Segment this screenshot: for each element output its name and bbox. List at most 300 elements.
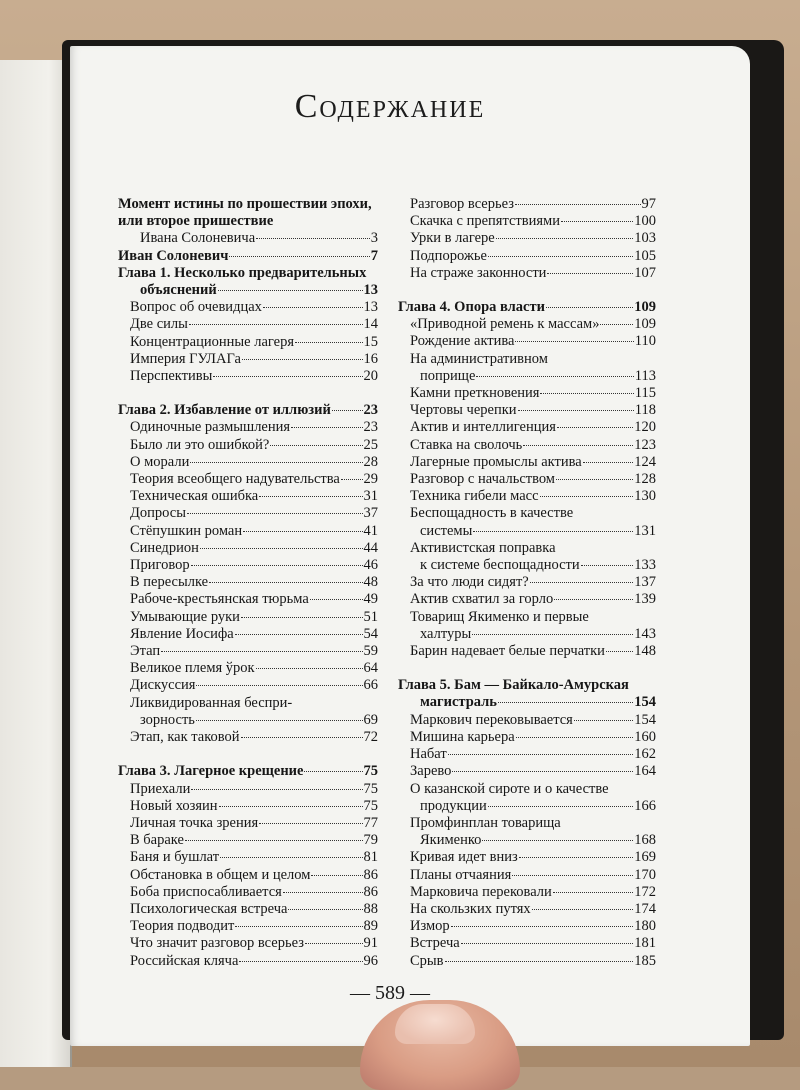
toc-entry bbox=[398, 763, 656, 780]
dot-leader bbox=[476, 375, 633, 377]
toc-entry-title: системы bbox=[420, 522, 473, 539]
dot-leader bbox=[574, 719, 633, 721]
toc-entry-page: 48 bbox=[363, 574, 378, 591]
toc-entry bbox=[118, 918, 378, 935]
toc-entry-title: Подпорожье bbox=[410, 247, 487, 264]
toc-entry-page: 29 bbox=[363, 471, 378, 488]
toc-entry bbox=[398, 781, 656, 798]
dot-leader bbox=[496, 237, 634, 239]
dot-leader bbox=[472, 633, 633, 635]
toc-right-column bbox=[398, 196, 656, 970]
toc-entry-title: Одиночные размышления bbox=[130, 419, 291, 436]
toc-entry-page: 59 bbox=[363, 643, 378, 660]
dot-leader bbox=[304, 770, 362, 772]
toc-entry bbox=[118, 248, 378, 265]
toc-entry-title: Планы отчаяния bbox=[410, 866, 512, 883]
dot-leader bbox=[259, 822, 362, 824]
toc-entry-title: Товарищ Якименко и первые bbox=[410, 608, 589, 625]
toc-entry bbox=[398, 196, 656, 213]
dot-leader bbox=[482, 839, 633, 841]
toc-entry-page: 37 bbox=[363, 505, 378, 522]
toc-entry bbox=[398, 248, 656, 265]
dot-leader bbox=[451, 925, 634, 927]
toc-entry-title: Глава 2. Избавление от иллюзий bbox=[118, 402, 331, 419]
dot-leader bbox=[519, 856, 634, 858]
toc-entry-page: 66 bbox=[363, 677, 378, 694]
toc-entry-page: 31 bbox=[363, 488, 378, 505]
toc-entry-page: 88 bbox=[363, 900, 378, 917]
toc-entry-title: Лагерные промыслы актива bbox=[410, 453, 582, 470]
toc-entry bbox=[118, 334, 378, 351]
toc-entry bbox=[398, 316, 656, 333]
dot-leader bbox=[488, 255, 633, 257]
toc-entry-title: За что люди сидят? bbox=[410, 574, 529, 591]
toc-entry-page: 77 bbox=[363, 814, 378, 831]
toc-entry-title: Этап bbox=[130, 643, 161, 660]
toc-entry-page: 25 bbox=[363, 436, 378, 453]
toc-entry-page: 16 bbox=[363, 350, 378, 367]
toc-entry bbox=[118, 626, 378, 643]
toc-entry-title: зорность bbox=[140, 711, 195, 728]
toc-entry-title: Ивана Солоневича bbox=[140, 230, 256, 247]
toc-entry-title: Глава 1. Несколько предварительных bbox=[118, 264, 367, 281]
section-gap bbox=[118, 746, 378, 763]
dot-leader bbox=[259, 495, 362, 497]
toc-entry bbox=[118, 265, 378, 282]
toc-entry-title: поприще bbox=[420, 367, 476, 384]
toc-entry-page: 110 bbox=[634, 333, 656, 350]
toc-entry bbox=[118, 437, 378, 454]
toc-entry-page: 168 bbox=[634, 832, 656, 849]
toc-entry-title: Ликвидированная беспри- bbox=[130, 694, 293, 711]
toc-entry bbox=[398, 230, 656, 247]
toc-entry-page: 169 bbox=[634, 849, 656, 866]
toc-entry-page: 13 bbox=[363, 299, 378, 316]
dot-leader bbox=[235, 633, 363, 635]
toc-entry-title: Зарево bbox=[410, 763, 452, 780]
dot-leader bbox=[606, 650, 633, 652]
toc-entry-title: продукции bbox=[420, 797, 487, 814]
toc-entry-page: 166 bbox=[634, 797, 656, 814]
toc-entry-title: В пересылке bbox=[130, 574, 209, 591]
toc-entry-title: Было ли это ошибкой? bbox=[130, 436, 270, 453]
toc-entry bbox=[398, 884, 656, 901]
toc-entry-title: Приговор bbox=[130, 557, 190, 574]
toc-entry-page: 137 bbox=[634, 574, 656, 591]
toc-entry-page: 75 bbox=[363, 797, 378, 814]
toc-entry-page: 23 bbox=[363, 419, 378, 436]
dot-leader bbox=[213, 375, 362, 377]
toc-entry bbox=[118, 471, 378, 488]
dot-leader bbox=[263, 306, 363, 308]
dot-leader bbox=[190, 461, 362, 463]
toc-entry-page: 107 bbox=[634, 264, 656, 281]
toc-entry-title: Кривая идет вниз bbox=[410, 849, 518, 866]
toc-entry-page: 86 bbox=[363, 866, 378, 883]
toc-entry bbox=[398, 953, 656, 970]
toc-entry-page: 120 bbox=[634, 419, 656, 436]
dot-leader bbox=[200, 547, 363, 549]
toc-entry bbox=[118, 316, 378, 333]
toc-entry bbox=[118, 591, 378, 608]
toc-entry bbox=[118, 643, 378, 660]
toc-entry-title: Встреча bbox=[410, 935, 460, 952]
toc-entry bbox=[398, 265, 656, 282]
dot-leader bbox=[189, 323, 363, 325]
toc-entry-title: Теория всеобщего надувательства bbox=[130, 471, 340, 488]
dot-leader bbox=[185, 839, 363, 841]
toc-entry bbox=[118, 609, 378, 626]
toc-entry bbox=[118, 953, 378, 970]
toc-entry-page: 96 bbox=[363, 952, 378, 969]
dot-leader bbox=[288, 908, 362, 910]
toc-entry bbox=[398, 867, 656, 884]
toc-entry-title: Российская кляча bbox=[130, 952, 239, 969]
toc-heading-line: или второе пришествие bbox=[118, 213, 274, 230]
toc-entry bbox=[118, 505, 378, 522]
dot-leader bbox=[239, 960, 362, 962]
toc-entry bbox=[118, 712, 378, 729]
page-number: — 589 — bbox=[350, 982, 430, 1004]
dot-leader bbox=[187, 512, 363, 514]
toc-entry-title: Баня и бушлат bbox=[130, 849, 220, 866]
toc-entry bbox=[118, 282, 378, 299]
dot-leader bbox=[191, 788, 362, 790]
toc-entry-page: 20 bbox=[363, 368, 378, 385]
toc-entry bbox=[398, 712, 656, 729]
toc-entry-title: На административном bbox=[410, 350, 548, 367]
toc-entry-title: Что значит разговор всерьез bbox=[130, 935, 304, 952]
toc-entry bbox=[118, 798, 378, 815]
toc-entry-title: Великое племя ўрок bbox=[130, 660, 255, 677]
toc-entry-title: Техническая ошибка bbox=[130, 488, 259, 505]
dot-leader bbox=[242, 358, 363, 360]
toc-entry-title: Новый хозяин bbox=[130, 797, 218, 814]
toc-entry-title: Камни преткновения bbox=[410, 385, 540, 402]
toc-entry-title: Техника гибели масс bbox=[410, 488, 539, 505]
section-gap bbox=[118, 385, 378, 402]
dot-leader bbox=[523, 444, 633, 446]
toc-entry-page: 160 bbox=[634, 728, 656, 745]
dot-leader bbox=[220, 856, 362, 858]
dot-leader bbox=[209, 581, 362, 583]
dot-leader bbox=[518, 409, 634, 411]
toc-entry-title: На страже законности bbox=[410, 264, 547, 281]
toc-entry bbox=[398, 729, 656, 746]
toc-entry-title: к системе беспощадности bbox=[420, 557, 580, 574]
dot-leader bbox=[191, 564, 363, 566]
toc-entry-page: 79 bbox=[363, 832, 378, 849]
toc-entry-title: Вопрос об очевидцах bbox=[130, 299, 262, 316]
toc-entry-page: 154 bbox=[634, 711, 656, 728]
toc-entry-title: Беспощадность в качестве bbox=[410, 505, 574, 522]
dot-leader bbox=[583, 461, 634, 463]
toc-entry-page: 109 bbox=[634, 299, 656, 316]
toc-entry bbox=[118, 781, 378, 798]
toc-entry-page: 23 bbox=[363, 402, 378, 419]
toc-entry-page: 97 bbox=[641, 196, 656, 212]
dot-leader bbox=[332, 409, 363, 411]
toc-entry-title: магистраль bbox=[420, 694, 497, 711]
dot-leader bbox=[218, 289, 363, 291]
toc-entry bbox=[118, 763, 378, 780]
toc-entry-page: 64 bbox=[363, 660, 378, 677]
toc-entry-title: «Приводной ремень к массам» bbox=[410, 316, 600, 333]
toc-entry-page: 148 bbox=[634, 643, 656, 660]
toc-entry bbox=[118, 402, 378, 419]
toc-entry-title: Боба приспосабливается bbox=[130, 883, 282, 900]
toc-entry-title: Допросы bbox=[130, 505, 186, 522]
toc-entry-page: 143 bbox=[634, 625, 656, 642]
toc-entry-page: 128 bbox=[634, 471, 656, 488]
dot-leader bbox=[270, 444, 362, 446]
dot-leader bbox=[461, 942, 634, 944]
toc-entry bbox=[118, 935, 378, 952]
toc-entry-page: 170 bbox=[634, 866, 656, 883]
toc-entry-title: Скачка с препятствиями bbox=[410, 213, 560, 230]
toc-entry-title: объяснений bbox=[140, 282, 217, 299]
toc-entry-page: 72 bbox=[363, 729, 378, 746]
toc-entry bbox=[398, 901, 656, 918]
toc-entry-page: 54 bbox=[363, 625, 378, 642]
toc-entry-title: Чертовы черепки bbox=[410, 402, 517, 419]
toc-entry-title: Урки в лагере bbox=[410, 230, 495, 247]
toc-entry-title: Барин надевает белые перчатки bbox=[410, 643, 605, 660]
toc-entry bbox=[398, 557, 656, 574]
toc-entry bbox=[398, 643, 656, 660]
toc-entry bbox=[398, 454, 656, 471]
toc-entry-page: 124 bbox=[634, 453, 656, 470]
toc-entry-title: Ставка на сволочь bbox=[410, 436, 523, 453]
toc-entry-title: В бараке bbox=[130, 832, 184, 849]
toc-entry-title: Стёпушкин роман bbox=[130, 522, 243, 539]
toc-entry-page: 51 bbox=[363, 608, 378, 625]
toc-entry-page: 28 bbox=[363, 453, 378, 470]
toc-entry bbox=[398, 402, 656, 419]
toc-entry bbox=[398, 419, 656, 436]
toc-entry-page: 46 bbox=[363, 557, 378, 574]
toc-left-column bbox=[118, 196, 378, 970]
dot-leader bbox=[219, 805, 363, 807]
toc-entry-title: Мишина карьера bbox=[410, 728, 515, 745]
toc-entry-page: 13 bbox=[363, 282, 378, 299]
toc-entry-title: Измор bbox=[410, 918, 450, 935]
dot-leader bbox=[561, 220, 633, 222]
toc-entry bbox=[398, 918, 656, 935]
toc-entry bbox=[398, 437, 656, 454]
dot-leader bbox=[515, 203, 641, 205]
toc-entry-page: 44 bbox=[363, 539, 378, 556]
toc-entry bbox=[398, 694, 656, 711]
toc-entry-title: Марковича перековали bbox=[410, 883, 552, 900]
toc-entry bbox=[398, 213, 656, 230]
toc-entry bbox=[398, 385, 656, 402]
toc-entry bbox=[118, 368, 378, 385]
dot-leader bbox=[243, 530, 362, 532]
toc-entry bbox=[118, 454, 378, 471]
toc-entry-page: 14 bbox=[363, 316, 378, 333]
dot-leader bbox=[540, 495, 634, 497]
toc-entry-page: 133 bbox=[634, 557, 656, 574]
toc-entry-page: 174 bbox=[634, 900, 656, 917]
toc-entry-title: Якименко bbox=[420, 832, 482, 849]
toc-entry bbox=[118, 815, 378, 832]
toc-entry-page: 3 bbox=[370, 230, 378, 247]
toc-entry-page: 49 bbox=[363, 591, 378, 608]
toc-entry-title: халтуры bbox=[420, 625, 472, 642]
toc-entry-page: 115 bbox=[634, 385, 656, 402]
toc-entry-title: Иван Солоневич bbox=[118, 247, 229, 264]
dot-leader bbox=[547, 272, 633, 274]
toc-entry-title: Рождение актива bbox=[410, 333, 515, 350]
toc-entry-page: 89 bbox=[363, 918, 378, 935]
dot-leader bbox=[556, 478, 633, 480]
toc-entry-page: 139 bbox=[634, 591, 656, 608]
toc-entry-page: 91 bbox=[363, 935, 378, 952]
toc-entry bbox=[118, 230, 378, 247]
toc-entry bbox=[118, 523, 378, 540]
toc-entry bbox=[398, 677, 656, 694]
toc-entry-page: 185 bbox=[634, 952, 656, 969]
toc-entry bbox=[398, 299, 656, 316]
toc-entry-title: Личная точка зрения bbox=[130, 814, 259, 831]
toc-entry-title: Концентрационные лагеря bbox=[130, 333, 294, 350]
section-gap bbox=[398, 660, 656, 677]
dot-leader bbox=[256, 667, 363, 669]
toc-entry-page: 105 bbox=[634, 247, 656, 264]
dot-leader bbox=[448, 753, 634, 755]
toc-entry-title: Приехали bbox=[130, 780, 191, 797]
toc-entry-title: Обстановка в общем и целом bbox=[130, 866, 311, 883]
toc-entry bbox=[398, 746, 656, 763]
toc-entry bbox=[398, 591, 656, 608]
toc-entry bbox=[118, 351, 378, 368]
fingernail bbox=[395, 1004, 475, 1044]
toc-entry bbox=[118, 832, 378, 849]
toc-entry bbox=[398, 523, 656, 540]
toc-entry-page: 100 bbox=[634, 213, 656, 230]
toc-entry bbox=[398, 626, 656, 643]
toc-entry bbox=[398, 815, 656, 832]
toc-entry-page: 41 bbox=[363, 522, 378, 539]
toc-entry bbox=[118, 660, 378, 677]
dot-leader bbox=[196, 719, 363, 721]
toc-entry-title: Глава 5. Бам — Байкало-Амурская bbox=[398, 677, 629, 694]
toc-entry-title: Явление Иосифа bbox=[130, 625, 234, 642]
toc-entry-page: 118 bbox=[634, 402, 656, 419]
dot-leader bbox=[196, 684, 362, 686]
dot-leader bbox=[241, 616, 363, 618]
toc-entry-page: 113 bbox=[634, 367, 656, 384]
dot-leader bbox=[530, 581, 634, 583]
toc-entry-title: Актив схватил за горло bbox=[410, 591, 554, 608]
toc-entry-title: Маркович перековывается bbox=[410, 711, 573, 728]
dot-leader bbox=[310, 598, 363, 600]
dot-leader bbox=[161, 650, 362, 652]
toc-entry-title: Теория подводит bbox=[130, 918, 235, 935]
dot-leader bbox=[515, 340, 633, 342]
toc-entry bbox=[118, 901, 378, 918]
toc-entry-page: 164 bbox=[634, 763, 656, 780]
toc-entry bbox=[118, 419, 378, 436]
toc-entry bbox=[118, 557, 378, 574]
toc-entry bbox=[398, 351, 656, 368]
dot-leader bbox=[546, 306, 633, 308]
toc-entry-title: Глава 3. Лагерное крещение bbox=[118, 763, 304, 780]
dot-leader bbox=[516, 736, 634, 738]
page-title: Содержание bbox=[294, 88, 486, 125]
toc-entry bbox=[118, 488, 378, 505]
dot-leader bbox=[452, 770, 633, 772]
toc-entry bbox=[398, 574, 656, 591]
toc-entry-title: Набат bbox=[410, 746, 447, 763]
toc-entry bbox=[118, 867, 378, 884]
toc-entry-title: Психологическая встреча bbox=[130, 900, 288, 917]
dot-leader bbox=[283, 891, 363, 893]
toc-entry-page: 86 bbox=[363, 883, 378, 900]
toc-entry-page: 123 bbox=[634, 436, 656, 453]
toc-entry-title: О казанской сироте и о качестве bbox=[410, 780, 609, 797]
toc-entry bbox=[398, 368, 656, 385]
toc-entry-title: Этап, как таковой bbox=[130, 729, 240, 746]
dot-leader bbox=[291, 426, 362, 428]
dot-leader bbox=[295, 341, 363, 343]
dot-leader bbox=[498, 701, 633, 703]
dot-leader bbox=[532, 908, 634, 910]
toc-entry bbox=[118, 729, 378, 746]
toc-entry bbox=[118, 574, 378, 591]
toc-entry-title: Промфинплан товарища bbox=[410, 814, 561, 831]
toc-entry-title: Умывающие руки bbox=[130, 608, 240, 625]
toc-entry-page: 180 bbox=[634, 918, 656, 935]
dot-leader bbox=[311, 874, 362, 876]
toc-entry-title: Актив и интеллигенция bbox=[410, 419, 556, 436]
dot-leader bbox=[600, 323, 633, 325]
toc-entry-title: Активистская поправка bbox=[410, 539, 556, 556]
toc-entry-page: 162 bbox=[634, 746, 656, 763]
toc-entry bbox=[398, 798, 656, 815]
toc-entry bbox=[398, 471, 656, 488]
toc-entry-title: Империя ГУЛАГа bbox=[130, 350, 241, 367]
toc-entry-title: Рабоче-крестьянская тюрьма bbox=[130, 591, 309, 608]
toc-entry-title: Разговор всерьез bbox=[410, 196, 514, 212]
toc-entry bbox=[398, 849, 656, 866]
toc-entry bbox=[398, 832, 656, 849]
toc-entry-title: На скользких путях bbox=[410, 900, 531, 917]
toc-entry bbox=[398, 540, 656, 557]
toc-entry-title: Синедрион bbox=[130, 539, 199, 556]
toc-entry bbox=[118, 540, 378, 557]
toc-entry-title: О морали bbox=[130, 453, 190, 470]
toc-entry-title: Глава 4. Опора власти bbox=[398, 299, 545, 316]
toc-entry-page: 181 bbox=[634, 935, 656, 952]
dot-leader bbox=[445, 960, 634, 962]
dot-leader bbox=[341, 478, 363, 480]
toc-entry-title: Срыв bbox=[410, 952, 444, 969]
dot-leader bbox=[540, 392, 633, 394]
toc-entry-title: Дискуссия bbox=[130, 677, 196, 694]
dot-leader bbox=[229, 255, 369, 257]
toc-entry bbox=[398, 488, 656, 505]
toc-entry bbox=[118, 299, 378, 316]
toc-entry bbox=[398, 935, 656, 952]
toc-heading-line: Момент истины по прошествии эпохи, bbox=[118, 196, 372, 212]
dot-leader bbox=[235, 925, 362, 927]
dot-leader bbox=[488, 805, 633, 807]
dot-leader bbox=[553, 891, 633, 893]
toc-entry-page: 131 bbox=[634, 522, 656, 539]
toc-entry-page: 81 bbox=[363, 849, 378, 866]
